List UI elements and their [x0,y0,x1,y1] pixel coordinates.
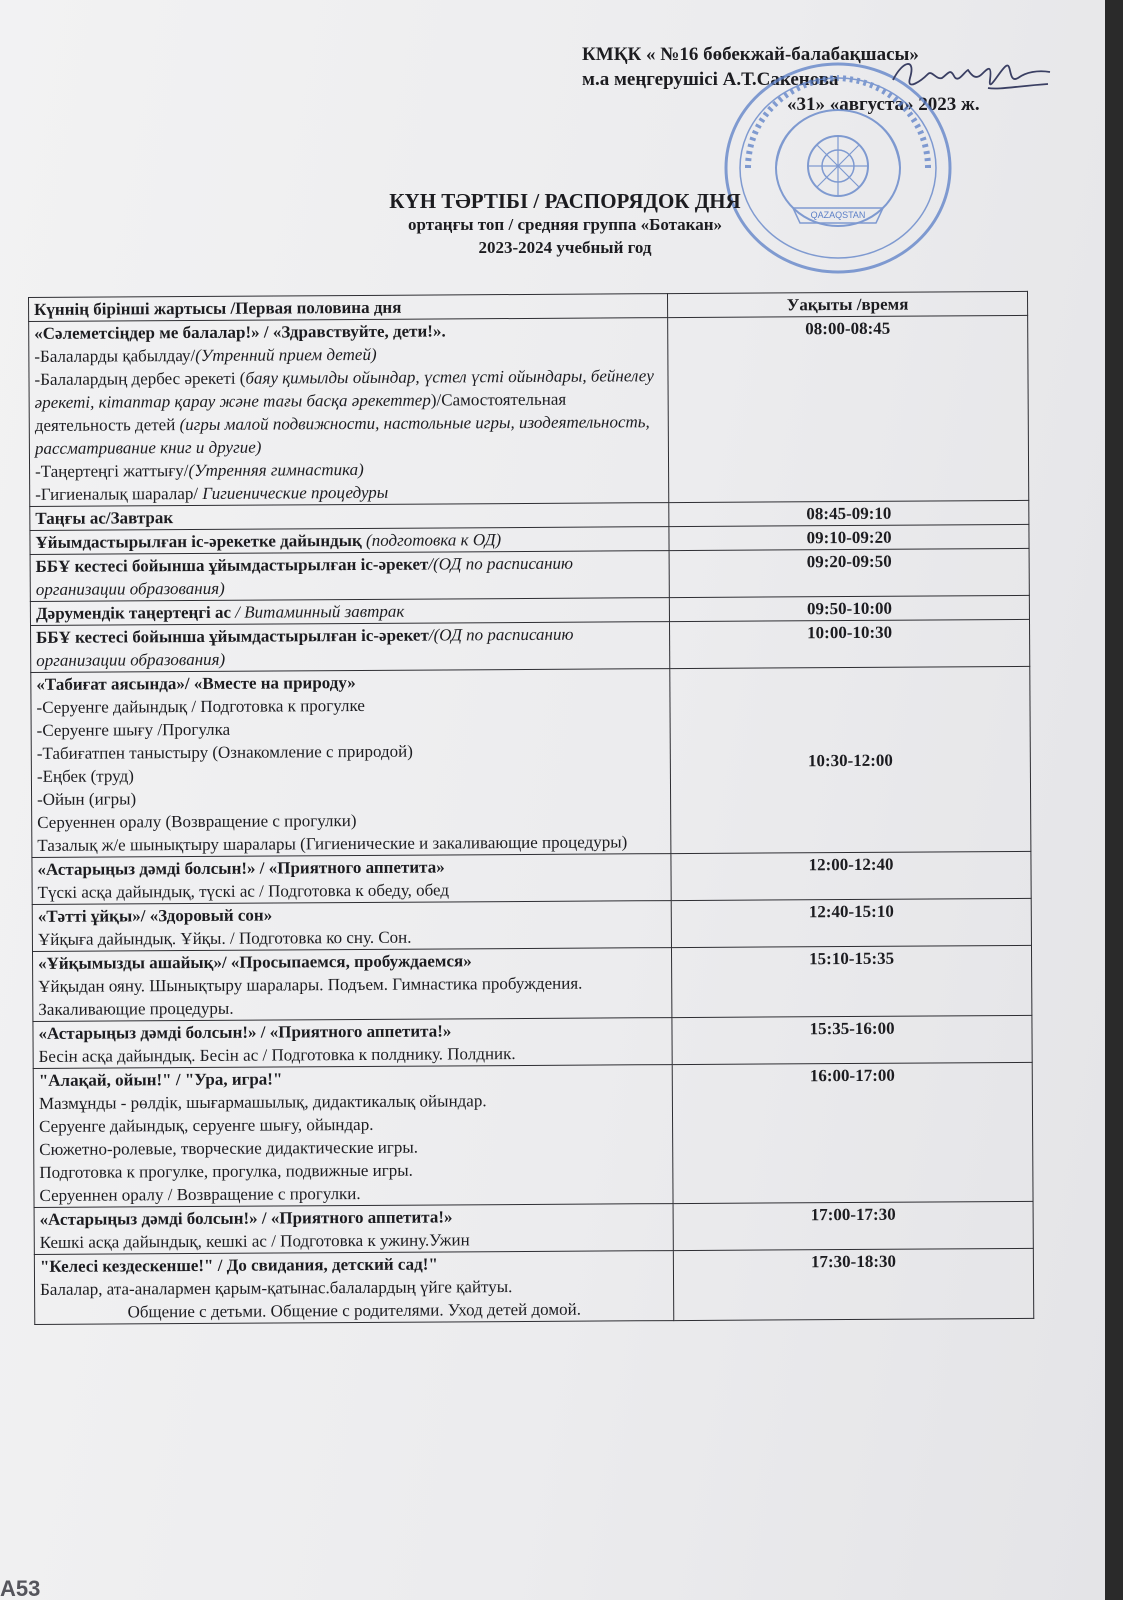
time-cell: 12:40-15:10 [671,898,1031,947]
activity-line [35,479,663,506]
line-text: -Балаларды қабылдау/ [34,345,196,366]
approval-org: КМҚК « №16 бөбекжай-балабақшасы» [582,44,919,65]
time-cell: 10:30-12:00 [670,666,1031,853]
table-row [30,548,1029,601]
approval-date: «31» «августа» 2023 ж. [787,94,980,115]
activity-line [34,364,663,460]
activity-cell [32,854,671,905]
activity-cell [34,1204,673,1255]
activity-line: -Табиғатпен таныстыру (Ознакомление с природой) [36,741,413,763]
activity-line: -Ойын (игры) [37,789,137,809]
group-subtitle: ортаңғы топ / средняя группа «Ботакан» [407,215,723,234]
time-cell: 09:50-10:00 [669,595,1029,621]
table-row [32,945,1031,1021]
table-row [33,1062,1033,1207]
activity-cell [32,948,672,1022]
activity-title: «Тәтті ұйқы»/ «Здоровый сон» [37,905,273,926]
signature-icon [888,50,1053,110]
activity-line: Тазалық ж/е шынықтыру шаралары (Гигиенические и закаливающие процедуры) [37,832,628,855]
activity-title: «Астарыңыз дәмді болсын!» / «Приятного аппетита!» [38,1021,452,1043]
activity-line: Балалар, ата-аналармен қарым-қатынас.балалардың үйге қайтуы. [40,1277,513,1299]
activity-note: / Витаминный завтрак [230,601,405,622]
activity-cell [31,622,670,673]
activity-title: ББҰ кестесі бойынша ұйымдастырылған іс-әрекет [36,625,429,647]
activity-title: "Келесі кездескенше!" / До свидания, детский сад!" [39,1254,438,1276]
header-time: Уақыты /время [668,291,1028,317]
document-title-block [290,190,840,259]
activity-cell [33,1065,673,1208]
activity-line: -Еңбек (труд) [36,766,134,786]
activity-line: Ұйқыдан ояну. Шынықтыру шаралары. Подъем. Гимнастика пробуждения. Закаливающие процедуры. [38,973,583,1019]
activity-line: Серуенге дайындық, серуенге шығу, ойындар. [39,1114,374,1136]
approval-head: м.а меңгерушісі А.Т.Сакенова [582,69,839,90]
activity-line: Ұйқыға дайындық. Ұйқы. / Подготовка ко сну. Сон. [37,927,412,949]
activity-line: Серуеннен оралу / Возвращение с прогулки. [39,1183,361,1205]
activity-title: Таңғы ас/Завтрак [35,508,174,528]
school-year: 2023-2024 учебный год [478,238,652,257]
time-cell: 09:10-09:20 [669,524,1029,550]
activity-note: /(ОД по расписанию организации образования) [36,624,574,670]
line-note: Гигиенические процедуры [202,482,389,503]
activity-title: «Сәлеметсіңдер ме балалар!» / «Здравствуйте, дети!». [34,321,446,343]
activity-title: «Астарыңыз дәмді болсын!» / «Приятного аппетита!» [39,1207,453,1229]
activity-title: "Алақай, ойын!" / "Ура, игра!" [38,1069,283,1090]
time-cell: 08:45-09:10 [669,500,1029,526]
activity-cell [34,1251,674,1325]
table-row [32,851,1031,904]
table-row [34,1201,1033,1254]
activity-cell [32,901,671,952]
activity-line: -Серуенге дайындық / Подготовка к прогулке [36,695,365,717]
time-cell: 17:00-17:30 [673,1201,1033,1250]
line-text: -Балалардың дербес әрекеті ( [34,368,246,389]
time-cell: 17:30-18:30 [673,1248,1033,1320]
activity-line: Общение с детьми. Общение с родителями. Уход детей домой. [127,1299,581,1322]
seal-text: QAZAQSTAN [810,210,866,220]
activity-title: Ұйымдастырылған іс-әрекетке дайындық [35,530,367,552]
time-cell: 15:35-16:00 [672,1015,1032,1064]
activity-line: Подготовка к прогулке, прогулка, подвижные игры. [39,1160,413,1182]
activity-note: (подготовка к ОД) [365,530,502,550]
line-text: -Гигиеналық шаралар/ [35,483,203,504]
activity-line: Серуеннен оралу (Возвращение с прогулки) [37,811,357,832]
activity-cell [30,551,669,602]
page-title: КҮН ТӘРТІБІ / РАСПОРЯДОК ДНЯ [389,189,741,213]
schedule-table [28,291,1034,1325]
activity-cell [29,318,669,507]
activity-title: «Астарыңыз дәмді болсын!» / «Приятного аппетита» [37,857,445,879]
activity-line: Сюжетно-ролевые, творческие дидактические игры. [39,1137,419,1159]
table-row [31,666,1031,857]
time-cell: 12:00-12:40 [671,851,1031,900]
table-row [29,315,1029,506]
time-cell: 09:20-09:50 [669,548,1029,597]
activity-note: /(ОД по расписанию организации образования) [35,553,574,599]
table-row [32,898,1031,951]
page-mark: A53 [0,1576,41,1600]
activity-line: Түскі асқа дайындық, түскі ас / Подготовка к обеду, обед [37,880,450,902]
activity-title: ББҰ кестесі бойынша ұйымдастырылған іс-әрекет [35,554,429,576]
line-text: -Таңертеңгі жаттығу/ [35,461,189,481]
activity-cell [31,669,671,858]
line-note: (Утренняя гимнастика) [188,459,364,481]
line-note: (игры малой подвижности, настольные игры, изодеятельность, рассматривание книг и другие) [34,412,650,458]
line-note: баяу қимылды ойындар, үстел үсті ойындары, бейнелеу әрекеті, кітаптар қарау және тағы басқа әрекеттер [34,366,654,412]
activity-line: Мазмұнды - рөлдік, шығармашылық, дидактикалық ойындар. [38,1091,487,1113]
time-cell: 08:00-08:45 [668,315,1029,502]
time-cell: 10:00-10:30 [670,619,1030,668]
header-activity: Күннің бірінші жартысы /Первая половина дня [29,294,668,322]
activity-title: «Табиғат аясында»/ «Вместе на природу» [36,673,356,694]
activity-line: Кешкі асқа дайындық, кешкі ас / Подготовка к ужину.Ужин [39,1230,470,1252]
activity-title: «Ұйқымызды ашайық»/ «Просыпаемся, пробуждаемся» [38,951,472,973]
activity-title: Дәрумендік таңертеңгі ас [35,602,232,623]
line-note: (Утренний прием детей) [195,344,377,365]
activity-cell [33,1018,672,1069]
time-cell: 16:00-17:00 [672,1062,1033,1203]
activity-line: -Серуенге шығу /Прогулка [36,719,231,740]
activity-line: Бесін асқа дайындық. Бесін ас / Подготовка к полднику. Полдник. [38,1044,516,1066]
time-cell: 15:10-15:35 [672,945,1032,1017]
table-row [33,1015,1032,1068]
table-row [31,619,1030,672]
table-row [34,1248,1033,1324]
line-text: )/Самостоятельная деятельность детей [34,389,567,435]
